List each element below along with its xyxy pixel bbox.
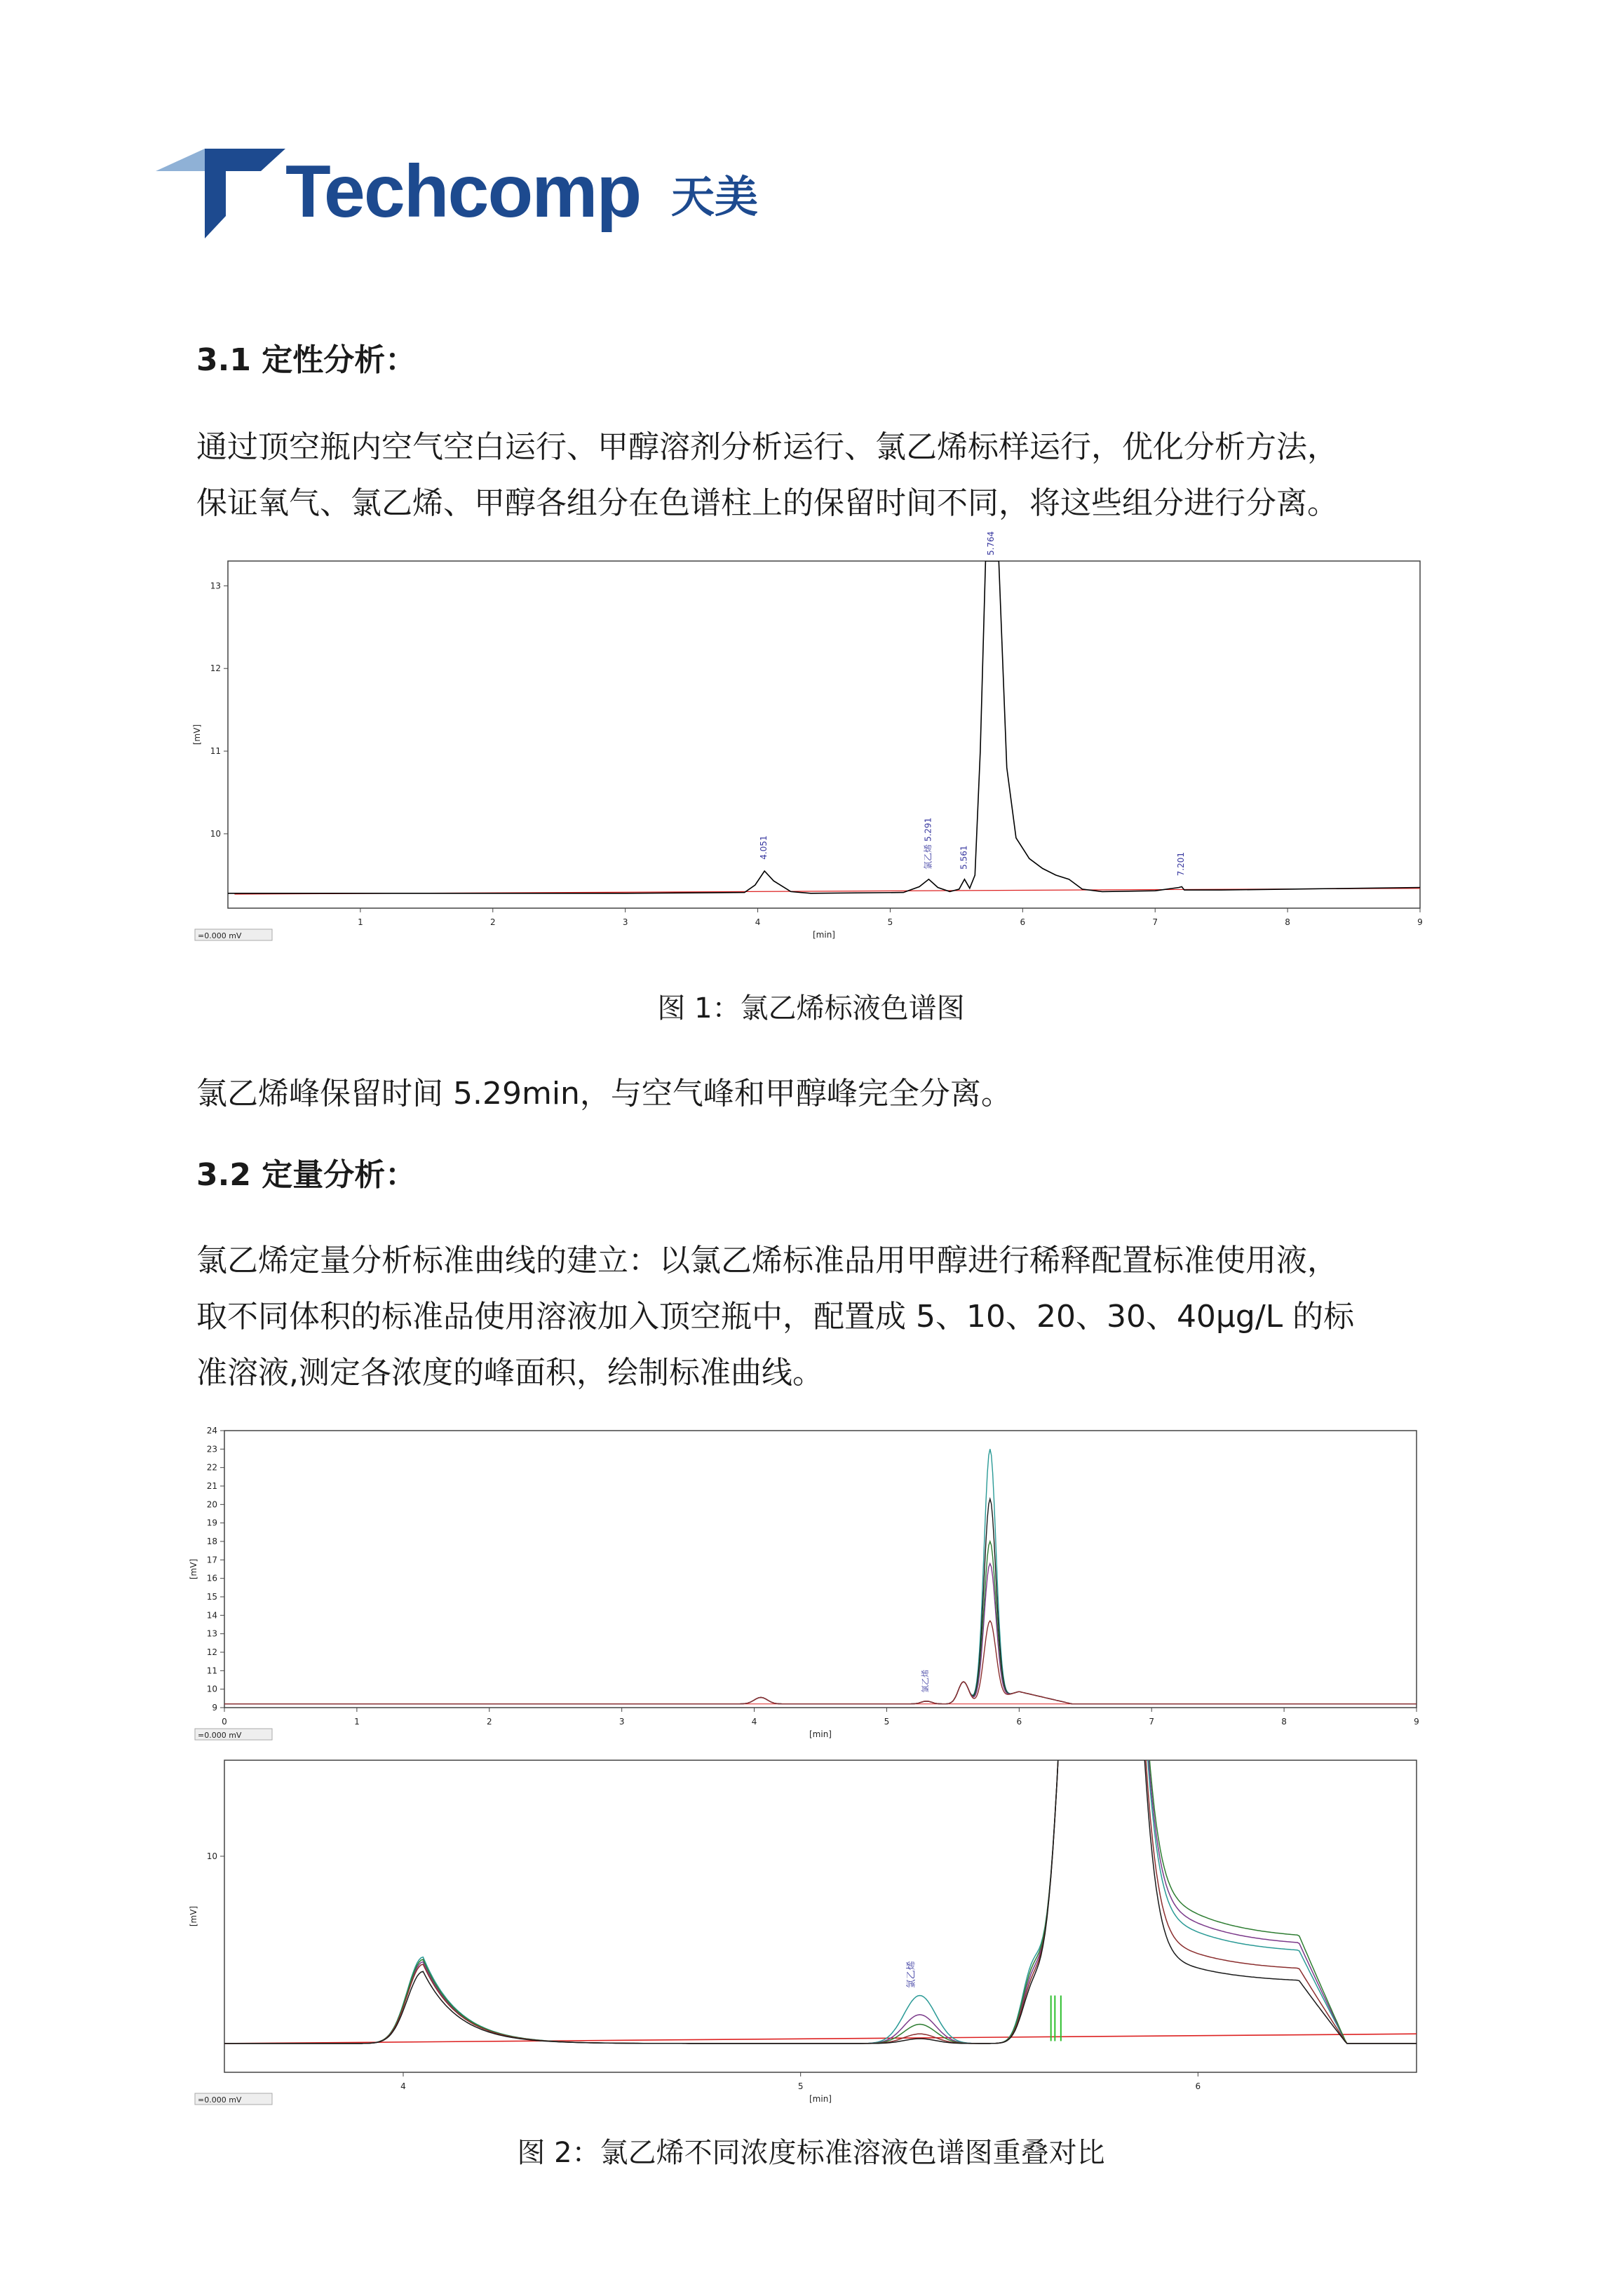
x-tick-label: 5 (887, 917, 893, 927)
figure-1-caption: 图 1：氯乙烯标液色谱图 (657, 992, 965, 1025)
baseline-line (224, 2034, 1417, 2044)
peak-label: 4.051 (759, 835, 769, 860)
x-tick-label: 3 (619, 1717, 625, 1727)
figure-1-svg (189, 531, 1431, 954)
y-tick-label: 19 (206, 1518, 217, 1528)
section-3-2-paragraph (196, 1233, 1354, 1401)
techcomp-logo-mark-icon (156, 149, 282, 247)
offset-label: =0.000 mV (198, 2095, 242, 2105)
chromatogram-trace (228, 561, 1420, 893)
overlay-trace (224, 1499, 1417, 1703)
overlay-trace (224, 1621, 1417, 1704)
logo-chinese-name: 天美 (671, 171, 759, 222)
y-tick-label: 9 (212, 1703, 217, 1713)
x-tick-label: 0 (222, 1717, 227, 1727)
plot-frame (228, 561, 1420, 908)
figure-2-overlay-zoom (189, 1753, 1431, 2121)
paragraph-line: 氯乙烯定量分析标准曲线的建立：以氯乙烯标准品用甲醇进行稀释配置标准使用液， (196, 1243, 1338, 1278)
overlay-trace (224, 1564, 1417, 1704)
plot-frame (224, 1431, 1417, 1708)
x-tick-label: 4 (751, 1717, 757, 1727)
figure-2-overlay-zoom-svg (189, 1753, 1431, 2118)
x-tick-label: 3 (622, 917, 628, 927)
peak-label: 5.561 (959, 845, 969, 870)
x-tick-label: 9 (1414, 1717, 1419, 1727)
y-tick-label: 17 (206, 1555, 217, 1565)
overlay-trace (224, 1449, 1417, 1703)
x-tick-label: 8 (1285, 917, 1290, 927)
y-tick-label: 12 (210, 663, 221, 674)
x-tick-label: 1 (354, 1717, 360, 1727)
offset-label: =0.000 mV (198, 1731, 242, 1740)
x-tick-label: 9 (1417, 917, 1423, 927)
figure-2-overlay-full (189, 1424, 1431, 1756)
x-axis-label: [min] (809, 1729, 832, 1739)
figure-1-chromatogram (189, 531, 1431, 957)
paragraph-line: 保证氧气、氯乙烯、甲醇各组分在色谱柱上的保留时间不同，将这些组分进行分离。 (196, 485, 1338, 521)
x-tick-label: 7 (1152, 917, 1158, 927)
x-tick-label: 5 (884, 1717, 890, 1727)
x-tick-label: 6 (1195, 2081, 1201, 2091)
y-tick-label: 12 (206, 1647, 217, 1657)
x-tick-label: 1 (358, 917, 363, 927)
y-tick-label: 10 (206, 1851, 217, 1861)
peak-label: 氯乙烯 5.291 (923, 817, 933, 870)
peak-label: 氯乙烯 (906, 1961, 917, 1989)
x-axis-label: [min] (809, 2094, 832, 2104)
y-tick-label: 13 (206, 1628, 217, 1639)
x-tick-label: 2 (489, 917, 496, 927)
x-tick-label: 5 (797, 2081, 804, 2091)
x-tick-label: 4 (755, 917, 761, 927)
y-tick-label: 15 (206, 1592, 217, 1602)
y-tick-label: 18 (206, 1537, 217, 1546)
y-axis-label: [mV] (192, 724, 202, 745)
peak-label: 氯乙烯 (921, 1669, 931, 1693)
y-tick-label: 21 (206, 1481, 217, 1491)
paragraph-line: 准溶液,测定各浓度的峰面积，绘制标准曲线。 (196, 1355, 823, 1391)
y-tick-label: 22 (206, 1462, 217, 1473)
x-tick-label: 2 (486, 1717, 492, 1727)
y-tick-label: 13 (210, 581, 221, 591)
overlay-trace (224, 1541, 1417, 1704)
plot-frame (224, 1760, 1417, 2072)
y-axis-label: [mV] (189, 1905, 198, 1927)
paragraph-line: 通过顶空瓶内空气空白运行、甲醇溶剂分析运行、氯乙烯标样运行，优化分析方法， (196, 429, 1338, 465)
peak-label: 7.201 (1176, 851, 1187, 877)
section-3-2-heading: 3.2 定量分析： (196, 1157, 417, 1193)
x-tick-label: 6 (1016, 1717, 1022, 1727)
logo-wordmark: Techcomp (285, 150, 641, 233)
paragraph-line: 取不同体积的标准品使用溶液加入顶空瓶中，配置成 5、10、20、30、40µg/L 的标 (196, 1299, 1355, 1335)
peak-label: 5.764 (985, 531, 996, 555)
y-tick-label: 11 (206, 1666, 217, 1676)
x-tick-label: 6 (1020, 917, 1026, 927)
figure-2-caption: 图 2：氯乙烯不同浓度标准溶液色谱图重叠对比 (517, 2137, 1105, 2169)
y-axis-label: [mV] (189, 1558, 198, 1580)
y-tick-label: 24 (206, 1426, 217, 1436)
figure-2-overlay-full-svg (189, 1424, 1431, 1753)
section-3-1-heading: 3.1 定性分析： (196, 342, 417, 378)
y-tick-label: 14 (206, 1610, 217, 1621)
x-tick-label: 8 (1281, 1717, 1287, 1727)
x-axis-label: [min] (813, 930, 835, 940)
section-3-1-paragraph (196, 419, 1338, 532)
y-tick-label: 10 (210, 828, 221, 839)
y-tick-label: 16 (206, 1573, 217, 1583)
retention-time-statement: 氯乙烯峰保留时间 5.29min，与空气峰和甲醇峰完全分离。 (196, 1076, 1012, 1112)
y-tick-label: 23 (206, 1444, 217, 1454)
offset-label: =0.000 mV (198, 931, 242, 940)
techcomp-logo (156, 149, 773, 247)
y-tick-label: 10 (206, 1684, 217, 1694)
y-tick-label: 11 (210, 746, 221, 757)
x-tick-label: 7 (1149, 1717, 1155, 1727)
y-tick-label: 20 (206, 1499, 217, 1510)
x-tick-label: 4 (400, 2081, 406, 2091)
